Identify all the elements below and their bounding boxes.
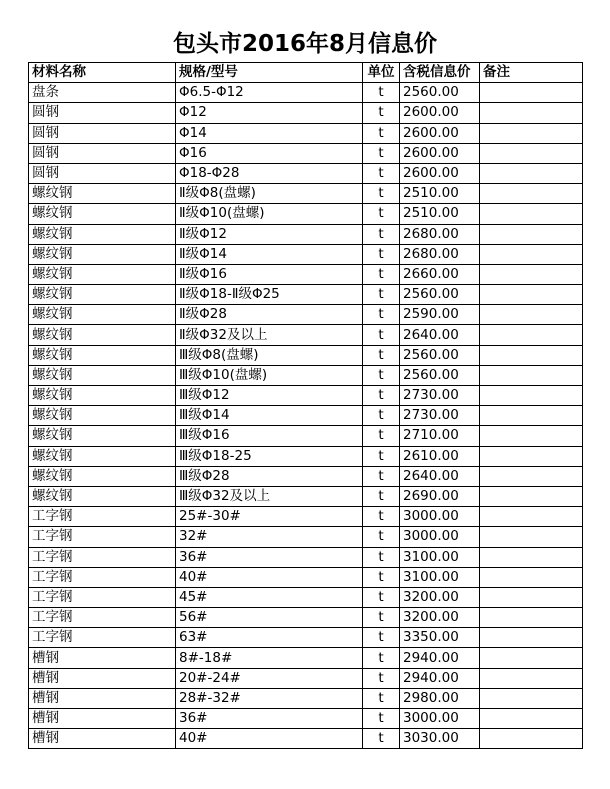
cell-unit: t [363,709,400,729]
cell-note [480,587,583,607]
cell-spec: 25#-30# [176,507,363,527]
cell-material-name: 螺纹钢 [29,466,176,486]
table-row [29,446,583,466]
cell-price: 2510.00 [400,204,480,224]
cell-unit: t [363,587,400,607]
cell-material-name: 槽钢 [29,729,176,749]
cell-spec: Ⅱ级Φ12 [176,224,363,244]
cell-spec: Ⅲ级Φ10(盘螺) [176,365,363,385]
cell-unit: t [363,163,400,183]
cell-material-name: 圆钢 [29,143,176,163]
table-row [29,426,583,446]
header-material-name: 材料名称 [29,63,176,83]
cell-price: 2640.00 [400,325,480,345]
cell-unit: t [363,325,400,345]
cell-unit: t [363,628,400,648]
cell-note [480,567,583,587]
cell-note [480,466,583,486]
cell-note [480,244,583,264]
cell-spec: Ⅱ级Φ10(盘螺) [176,204,363,224]
cell-material-name: 工字钢 [29,507,176,527]
cell-spec: Ⅲ级Φ32及以上 [176,486,363,506]
cell-price: 3200.00 [400,608,480,628]
cell-note [480,184,583,204]
table-header-row [29,63,583,83]
cell-material-name: 螺纹钢 [29,345,176,365]
cell-unit: t [363,224,400,244]
cell-unit: t [363,486,400,506]
cell-material-name: 螺纹钢 [29,184,176,204]
cell-note [480,729,583,749]
table-row [29,709,583,729]
cell-spec: 36# [176,709,363,729]
cell-price: 3000.00 [400,527,480,547]
cell-material-name: 工字钢 [29,547,176,567]
cell-price: 3100.00 [400,567,480,587]
table-row [29,547,583,567]
table-row [29,507,583,527]
cell-unit: t [363,729,400,749]
cell-note [480,648,583,668]
cell-price: 2600.00 [400,123,480,143]
cell-price: 2680.00 [400,224,480,244]
cell-unit: t [363,103,400,123]
table-row [29,325,583,345]
cell-material-name: 螺纹钢 [29,406,176,426]
table-row [29,143,583,163]
cell-unit: t [363,688,400,708]
header-price: 含税信息价 [400,63,480,83]
table-row [29,668,583,688]
cell-price: 2510.00 [400,184,480,204]
table-row [29,264,583,284]
cell-material-name: 螺纹钢 [29,325,176,345]
cell-price: 3200.00 [400,587,480,607]
cell-price: 2560.00 [400,83,480,103]
cell-price: 2640.00 [400,466,480,486]
table-row [29,386,583,406]
table-row [29,103,583,123]
cell-unit: t [363,244,400,264]
cell-note [480,345,583,365]
cell-material-name: 螺纹钢 [29,365,176,385]
cell-unit: t [363,143,400,163]
cell-note [480,103,583,123]
cell-material-name: 螺纹钢 [29,446,176,466]
cell-note [480,83,583,103]
cell-unit: t [363,285,400,305]
cell-price: 2600.00 [400,143,480,163]
table-row [29,466,583,486]
cell-price: 2680.00 [400,244,480,264]
cell-unit: t [363,426,400,446]
cell-material-name: 工字钢 [29,527,176,547]
cell-note [480,709,583,729]
cell-spec: Φ12 [176,103,363,123]
cell-note [480,426,583,446]
cell-spec: 36# [176,547,363,567]
cell-unit: t [363,567,400,587]
cell-unit: t [363,608,400,628]
cell-spec: Ⅲ级Φ12 [176,386,363,406]
cell-note [480,143,583,163]
cell-material-name: 槽钢 [29,709,176,729]
cell-material-name: 螺纹钢 [29,285,176,305]
cell-note [480,224,583,244]
cell-material-name: 槽钢 [29,648,176,668]
cell-material-name: 盘条 [29,83,176,103]
table-row [29,285,583,305]
cell-material-name: 圆钢 [29,103,176,123]
cell-spec: Ⅱ级Φ8(盘螺) [176,184,363,204]
cell-price: 2660.00 [400,264,480,284]
table-row [29,184,583,204]
cell-price: 2730.00 [400,386,480,406]
cell-price: 2560.00 [400,285,480,305]
cell-price: 3350.00 [400,628,480,648]
cell-spec: Φ18-Φ28 [176,163,363,183]
table-row [29,305,583,325]
table-row [29,587,583,607]
cell-material-name: 槽钢 [29,688,176,708]
cell-unit: t [363,204,400,224]
table-body [29,83,583,749]
cell-price: 3000.00 [400,507,480,527]
cell-note [480,507,583,527]
cell-note [480,547,583,567]
cell-note [480,446,583,466]
cell-spec: Ⅲ级Φ28 [176,466,363,486]
cell-price: 2590.00 [400,305,480,325]
cell-unit: t [363,386,400,406]
table-row [29,648,583,668]
cell-price: 2560.00 [400,365,480,385]
table-row [29,729,583,749]
table-row [29,608,583,628]
table-row [29,628,583,648]
cell-unit: t [363,123,400,143]
cell-note [480,285,583,305]
cell-note [480,204,583,224]
cell-unit: t [363,264,400,284]
cell-price: 3100.00 [400,547,480,567]
cell-price: 2690.00 [400,486,480,506]
cell-material-name: 螺纹钢 [29,204,176,224]
cell-material-name: 槽钢 [29,668,176,688]
cell-note [480,305,583,325]
cell-material-name: 工字钢 [29,567,176,587]
cell-price: 2980.00 [400,688,480,708]
cell-price: 3000.00 [400,709,480,729]
cell-unit: t [363,83,400,103]
cell-material-name: 螺纹钢 [29,305,176,325]
cell-spec: Ⅱ级Φ16 [176,264,363,284]
table-row [29,345,583,365]
cell-material-name: 螺纹钢 [29,426,176,446]
cell-spec: 63# [176,628,363,648]
cell-unit: t [363,365,400,385]
cell-material-name: 工字钢 [29,628,176,648]
cell-spec: Ⅲ级Φ14 [176,406,363,426]
cell-unit: t [363,184,400,204]
table-row [29,224,583,244]
cell-spec: Φ14 [176,123,363,143]
cell-price: 2710.00 [400,426,480,446]
cell-spec: Ⅲ级Φ18-25 [176,446,363,466]
cell-spec: Ⅲ级Φ8(盘螺) [176,345,363,365]
table-row [29,163,583,183]
cell-note [480,163,583,183]
cell-note [480,406,583,426]
cell-price: 3030.00 [400,729,480,749]
table-row [29,567,583,587]
cell-spec: Ⅱ级Φ32及以上 [176,325,363,345]
cell-material-name: 螺纹钢 [29,386,176,406]
cell-spec: Ⅱ级Φ14 [176,244,363,264]
table-row [29,406,583,426]
price-table [28,62,583,749]
header-unit: 单位 [363,63,400,83]
cell-note [480,688,583,708]
table-row [29,486,583,506]
cell-material-name: 圆钢 [29,123,176,143]
cell-unit: t [363,345,400,365]
cell-price: 2610.00 [400,446,480,466]
cell-unit: t [363,406,400,426]
page-title: 包头市2016年8月信息价 [172,31,438,57]
cell-note [480,628,583,648]
cell-spec: 32# [176,527,363,547]
cell-material-name: 工字钢 [29,587,176,607]
cell-note [480,486,583,506]
cell-unit: t [363,507,400,527]
cell-price: 2560.00 [400,345,480,365]
cell-unit: t [363,668,400,688]
cell-spec: 40# [176,567,363,587]
cell-spec: Φ16 [176,143,363,163]
cell-spec: Ⅱ级Φ18-Ⅱ级Φ25 [176,285,363,305]
cell-material-name: 工字钢 [29,608,176,628]
table-row [29,83,583,103]
cell-price: 2600.00 [400,163,480,183]
header-note: 备注 [480,63,583,83]
table-row [29,123,583,143]
cell-note [480,608,583,628]
cell-unit: t [363,446,400,466]
table-row [29,365,583,385]
cell-spec: Ⅱ级Φ28 [176,305,363,325]
cell-price: 2730.00 [400,406,480,426]
cell-spec: Φ6.5-Φ12 [176,83,363,103]
cell-spec: 28#-32# [176,688,363,708]
cell-note [480,386,583,406]
cell-note [480,668,583,688]
cell-note [480,123,583,143]
table-row [29,244,583,264]
cell-unit: t [363,547,400,567]
cell-unit: t [363,527,400,547]
cell-price: 2940.00 [400,648,480,668]
cell-material-name: 螺纹钢 [29,486,176,506]
cell-spec: 8#-18# [176,648,363,668]
cell-spec: Ⅲ级Φ16 [176,426,363,446]
cell-material-name: 螺纹钢 [29,224,176,244]
table-row [29,688,583,708]
cell-material-name: 圆钢 [29,163,176,183]
cell-price: 2600.00 [400,103,480,123]
header-spec: 规格/型号 [176,63,363,83]
cell-spec: 40# [176,729,363,749]
cell-spec: 20#-24# [176,668,363,688]
cell-unit: t [363,305,400,325]
cell-note [480,264,583,284]
cell-note [480,527,583,547]
cell-price: 2940.00 [400,668,480,688]
cell-spec: 56# [176,608,363,628]
cell-unit: t [363,648,400,668]
cell-material-name: 螺纹钢 [29,244,176,264]
cell-note [480,325,583,345]
table-row [29,527,583,547]
cell-material-name: 螺纹钢 [29,264,176,284]
cell-note [480,365,583,385]
table-row [29,204,583,224]
cell-spec: 45# [176,587,363,607]
cell-unit: t [363,466,400,486]
